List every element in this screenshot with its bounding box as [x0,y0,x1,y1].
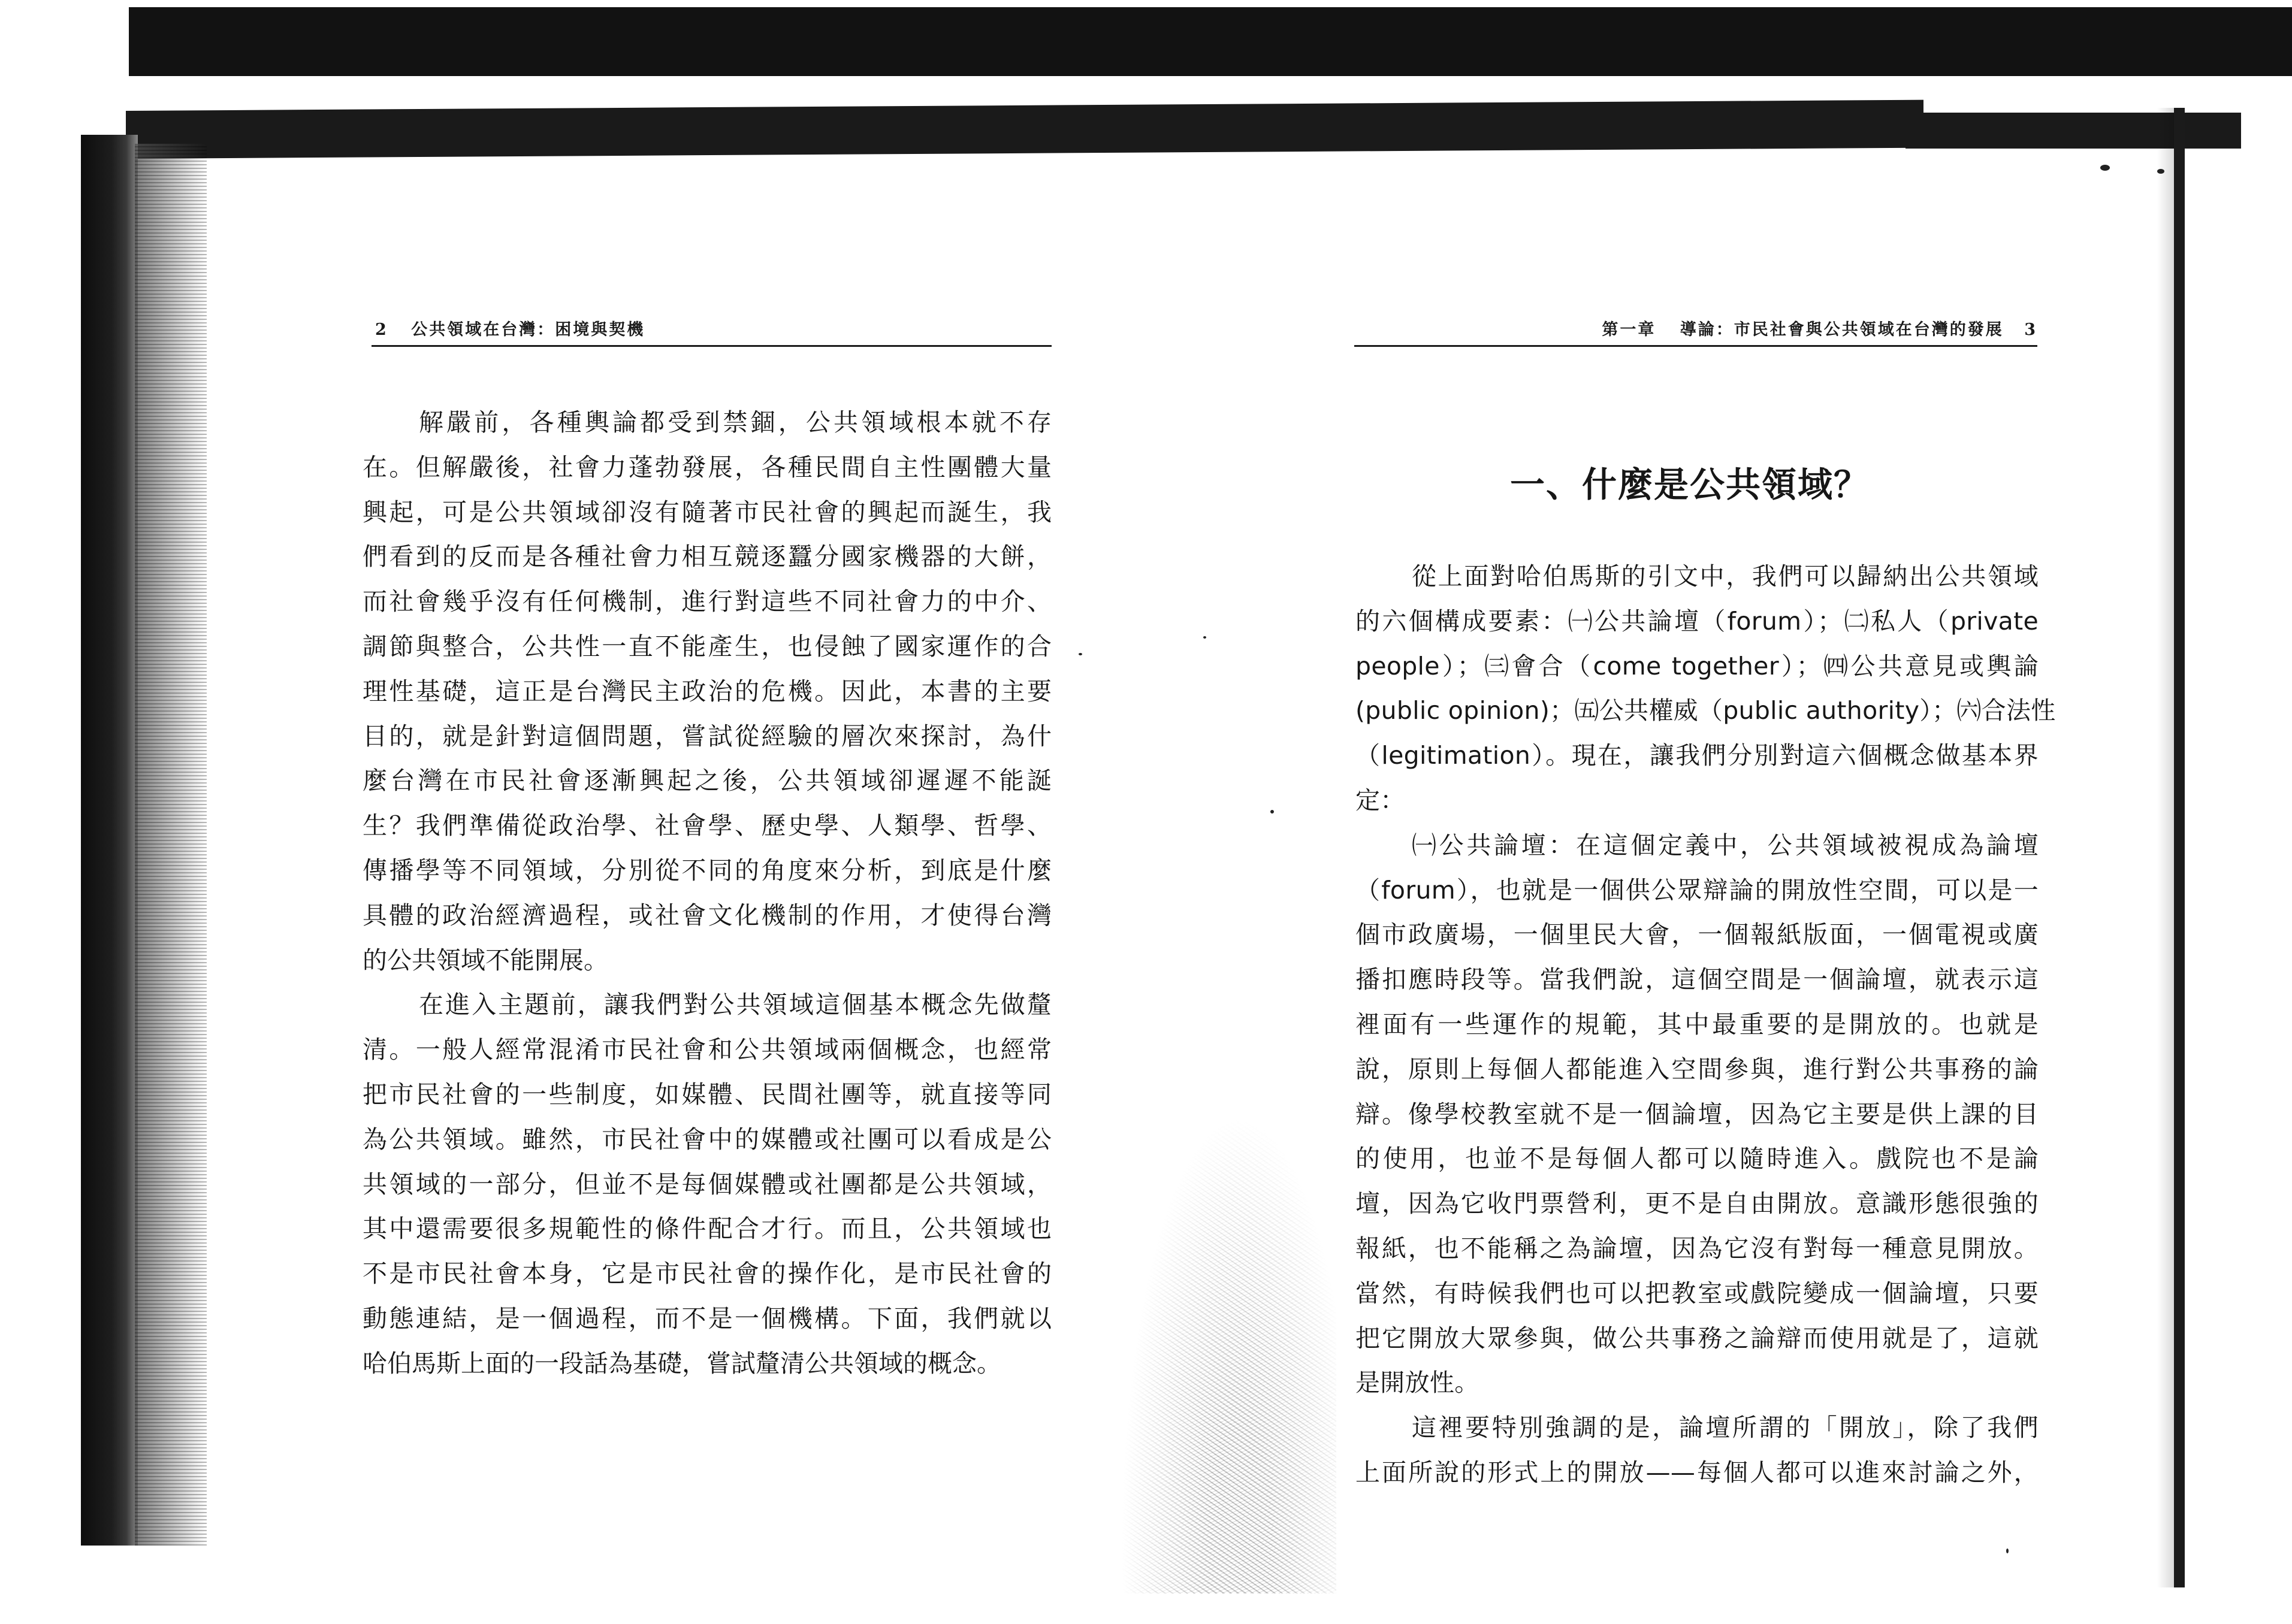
running-title: 導論：市民社會與公共領域在台灣的發展 [1680,320,2004,339]
text-line: 目的，就是針對這個問題，嘗試從經驗的層次來探討，為什 [363,721,1052,751]
text-line: 其中還需要很多規範性的條件配合才行。而且，公共領域也 [363,1214,1052,1244]
scanner-top-shadow [129,7,2292,76]
text-line: 傳播學等不同領域，分別從不同的角度來分析，到底是什麼 [363,855,1052,885]
text-line: 動態連結，是一個過程，而不是一個機構。下面，我們就以 [363,1304,1052,1333]
text-line: 共領域的一部分，但並不是每個媒體或社團都是公共領域， [363,1169,1052,1199]
text-line: 興起，可是公共領域卻沒有隨著市民社會的興起而誕生，我 [363,497,1052,527]
right-page-header [1354,316,2037,347]
page-number: 2 [375,320,388,339]
text-line: 調節與整合，公共性一直不能產生，也侵蝕了國家運作的合 [363,631,1052,661]
scan-speck [1203,636,1206,639]
scan-speck [2006,1549,2009,1553]
left-page-header [372,316,1052,347]
gutter-shadow [1121,1114,1336,1593]
text-line: 的六個構成要素：㈠公共論壇（forum）；㈡私人（private [1355,606,2039,636]
scan-speck [1079,653,1082,655]
text-line: 在。但解嚴後，社會力蓬勃發展，各種民間自主性團體大量 [363,452,1052,482]
text-line: 播扣應時段等。當我們說，這個空間是一個論壇，就表示這 [1355,965,2039,994]
text-line: 上面所說的形式上的開放——每個人都可以進來討論之外， [1355,1457,2039,1487]
text-line: 定： [1355,785,1405,815]
text-line: 從上面對哈伯馬斯的引文中，我們可以歸納出公共領域 [1412,562,2039,591]
scan-speck [2157,169,2164,174]
text-line: 生？我們準備從政治學、社會學、歷史學、人類學、哲學、 [363,811,1052,840]
text-line: 報紙，也不能稱之為論壇，因為它沒有對每一種意見開放。 [1355,1233,2039,1263]
left-page-body [363,400,1052,1386]
text-line: 不是市民社會本身，它是市民社會的操作化，是市民社會的 [363,1259,1052,1289]
text-line: 說，原則上每個人都能進入空間參與，進行對公共事務的論 [1355,1054,2039,1084]
right-page-body [1355,554,2056,1495]
text-line: 把市民社會的一些制度，如媒體、民間社團等，就直接等同 [363,1079,1052,1109]
text-line: 當然，有時候我們也可以把教室或戲院變成一個論壇，只要 [1355,1278,2039,1308]
text-line: 而社會幾乎沒有任何機制，進行對這些不同社會力的中介、 [363,587,1052,616]
text-line: 在進入主題前，讓我們對公共領域這個基本概念先做釐 [419,990,1052,1020]
page-number: 3 [2024,320,2037,339]
chapter-label: 第一章 [1602,320,1656,339]
text-line: 解嚴前，各種輿論都受到禁錮，公共領域根本就不存 [419,408,1052,437]
scan-speck [2100,165,2110,171]
text-line: 麼台灣在市民社會逐漸興起之後，公共領域卻遲遲不能誕 [363,766,1052,796]
running-title: 公共領域在台灣：困境與契機 [411,320,645,339]
text-line: people）；㈢會合（come together）；㈣公共意見或輿論 [1355,651,2039,681]
text-line: ㈠公共論壇：在這個定義中，公共領域被視成為論壇 [1412,830,2039,860]
section-heading: 一、什麼是公共領域？ [1509,464,1870,505]
text-line: 理性基礎，這正是台灣民主政治的危機。因此，本書的主要 [363,676,1052,706]
text-line: 哈伯馬斯上面的一段話為基礎，嘗試釐清公共領域的概念。 [363,1348,1001,1378]
book-left-edge [81,135,138,1546]
page-edge-texture [135,144,207,1546]
text-line: 這裡要特別強調的是，論壇所謂的「開放」，除了我們 [1412,1413,2039,1442]
text-line: 們看到的反而是各種社會力相互競逐蠶分國家機器的大餅， [363,542,1052,571]
text-line: 個市政廣場，一個里民大會，一個報紙版面，一個電視或廣 [1355,920,2039,949]
book-right-edge [2174,108,2185,1587]
text-line: (public opinion)；㈤公共權威（public authority）；㈥合法性 [1355,696,2056,725]
text-line: 具體的政治經濟過程，或社會文化機制的作用，才使得台灣 [363,900,1052,930]
text-line: 是開放性。 [1355,1368,1479,1398]
book-top-edge-right [1906,113,2241,149]
text-line: 壇，因為它收門票營利，更不是自由開放。意識形態很強的 [1355,1189,2039,1218]
text-line: 辯。像學校教室就不是一個論壇，因為它主要是供上課的目 [1355,1099,2039,1129]
text-line: 的使用，也並不是每個人都可以隨時進入。戲院也不是論 [1355,1144,2039,1174]
scan-speck [1270,810,1274,813]
text-line: （legitimation）。現在，讓我們分別對這六個概念做基本界 [1355,741,2039,770]
text-line: 的公共領域不能開展。 [363,945,608,975]
text-line: 裡面有一些運作的規範，其中最重要的是開放的。也就是 [1355,1009,2039,1039]
text-line: （forum），也就是一個供公眾辯論的開放性空間，可以是一 [1355,875,2039,905]
text-line: 把它開放大眾參與，做公共事務之論辯而使用就是了，這就 [1355,1323,2039,1353]
text-line: 為公共領域。雖然，市民社會中的媒體或社團可以看成是公 [363,1124,1052,1154]
text-line: 清。一般人經常混淆市民社會和公共領域兩個概念，也經常 [363,1035,1052,1064]
book-top-edge [126,100,1923,159]
right-edge-shadow [2157,108,2174,1587]
